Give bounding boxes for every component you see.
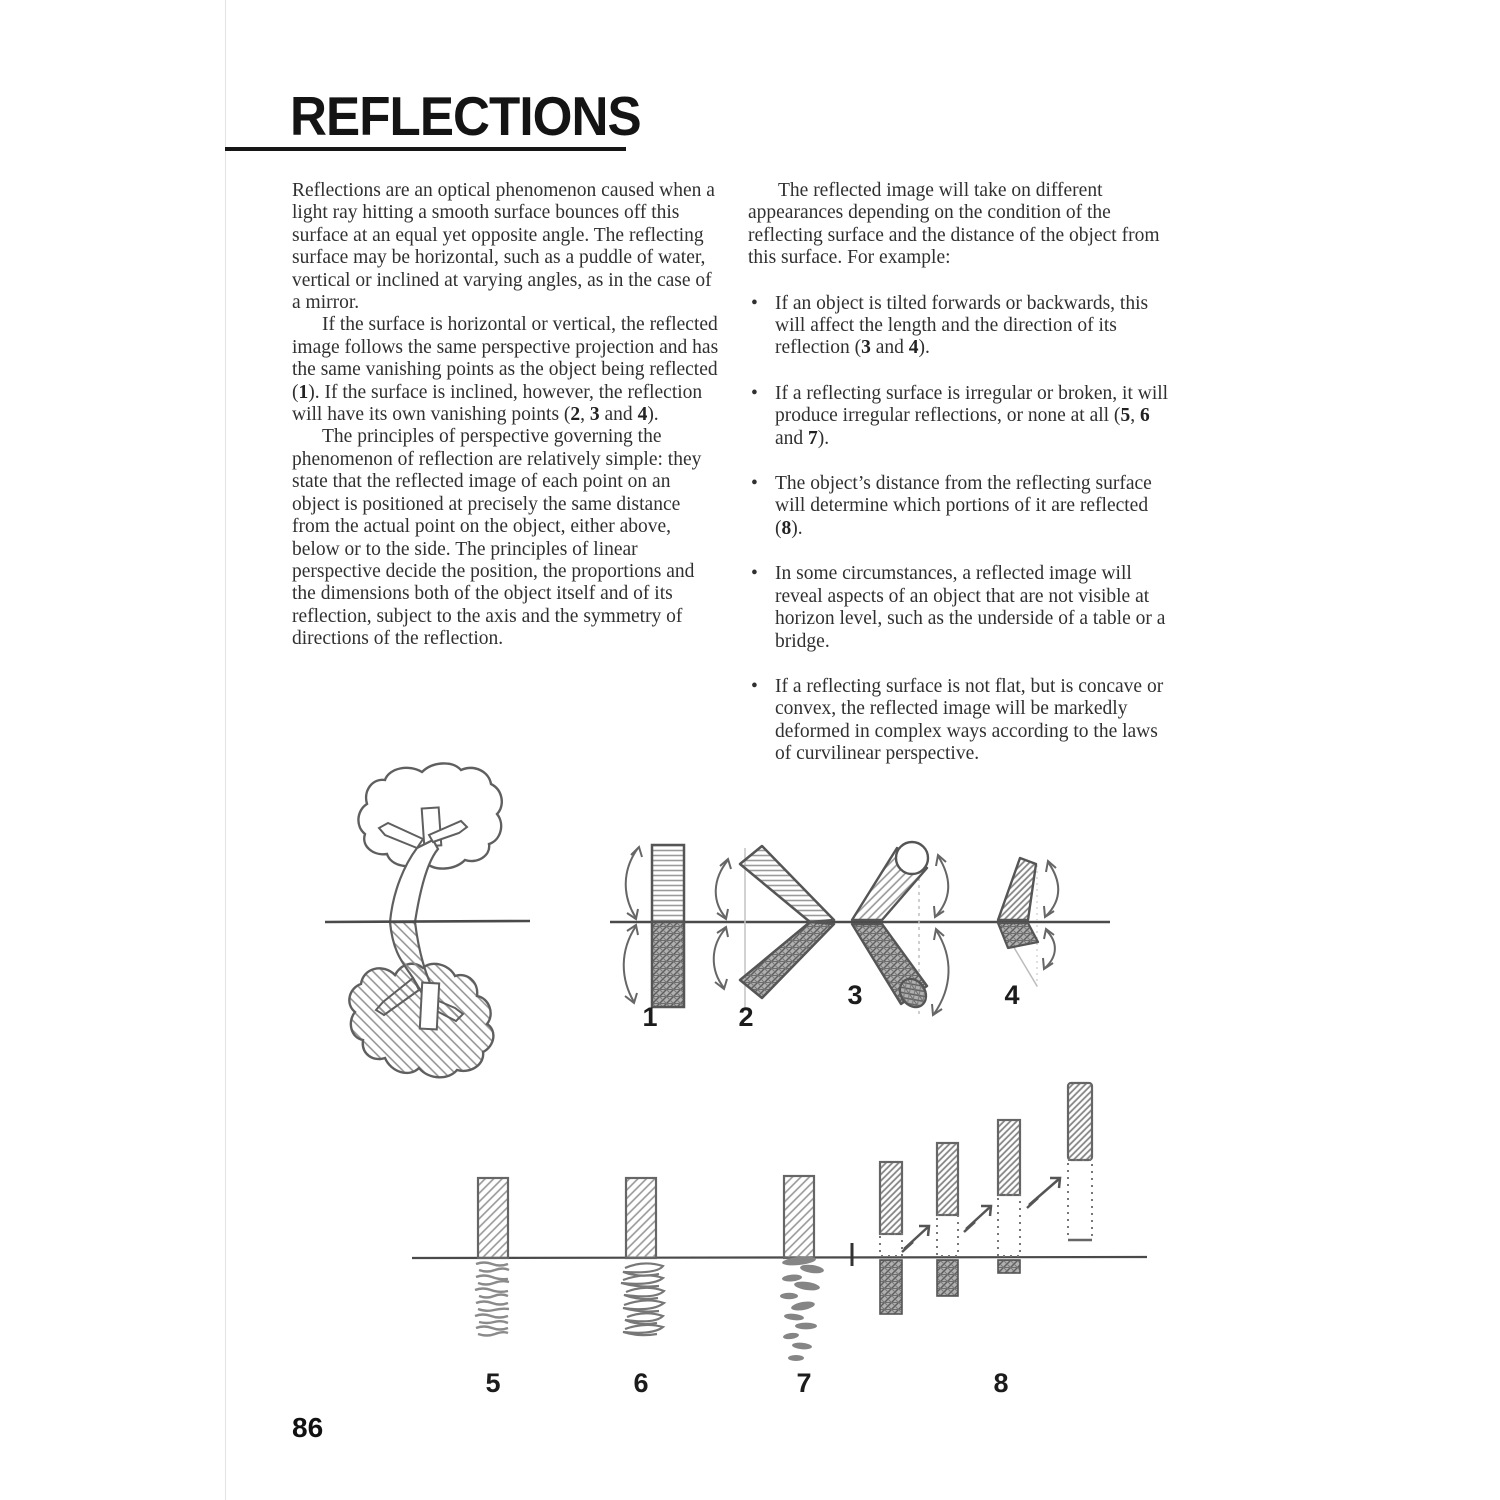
bullet-item: • If a reflecting surface is not flat, but is concave or convex, the reflected image will be markedly deformed in complex ways according to the laws of curvilinear perspective. [748, 676, 1178, 766]
bullet-item: • If an object is tilted forwards or backwards, this will affect the length and the direction of its reflection (3 and 4). [748, 293, 1178, 360]
figure-label-7: 7 [796, 1368, 812, 1398]
figure-label-3: 3 [847, 980, 863, 1010]
figure-reflection-diagrams-5-8 [405, 1068, 1153, 1388]
figure-tree-reflection-sketch [305, 750, 595, 1095]
figure-label-4: 4 [1004, 980, 1020, 1010]
figure-label-6: 6 [633, 1368, 649, 1398]
paragraph: Reflections are an optical phenomenon caused when a light ray hitting a smooth surface bounces off this surface at an equal yet opposite angle. The reflecting surface may be horizontal, such as a puddle of water, vertical or inclined at varying angles, as in the case of a mirror. [292, 180, 715, 314]
paragraph: The principles of perspective governing the phenomenon of reflection are relatively simple: they state that the reflected image of each point on an object is positioned at precisely the same distance from the actual point on the object, either above, below or to the side. The principles of linear perspective decide the position, the proportions and the dimensions both of the object itself and of its reflection, subject to the axis and the symmetry of directions of the reflection. [292, 426, 702, 650]
figure-label-8: 8 [993, 1368, 1009, 1398]
figure-label-1: 1 [642, 1002, 658, 1032]
right-text-column [748, 180, 1178, 766]
page-gutter-edge [225, 0, 226, 1500]
bullet-item: • If a reflecting surface is irregular or broken, it will produce irregular reflections, or none at all (5, 6 and 7). [748, 383, 1178, 450]
left-text-column [292, 180, 722, 651]
paragraph: The reflected image will take on different appearances depending on the condition of the reflecting surface and the distance of the object from this surface. For example: [748, 180, 1160, 269]
title-underline [225, 147, 626, 151]
bullet-item: • The object’s distance from the reflecting surface will determine which portions of it are reflected (8). [748, 473, 1178, 540]
paragraph: If the surface is horizontal or vertical, the reflected image follows the same perspective projection and has the same vanishing points as the object being reflected (1). If the surface is inclined, however, the reflection will have its own vanishing points (2, 3 and 4). [292, 314, 719, 426]
figure-label-2: 2 [738, 1002, 754, 1032]
figure-label-5: 5 [485, 1368, 501, 1398]
bullet-item: • In some circumstances, a reflected image will reveal aspects of an object that are not visible at horizon level, such as the underside of a table or a bridge. [748, 563, 1178, 653]
page-number: 86 [292, 1412, 324, 1443]
page-title: REFLECTIONS [290, 85, 641, 147]
